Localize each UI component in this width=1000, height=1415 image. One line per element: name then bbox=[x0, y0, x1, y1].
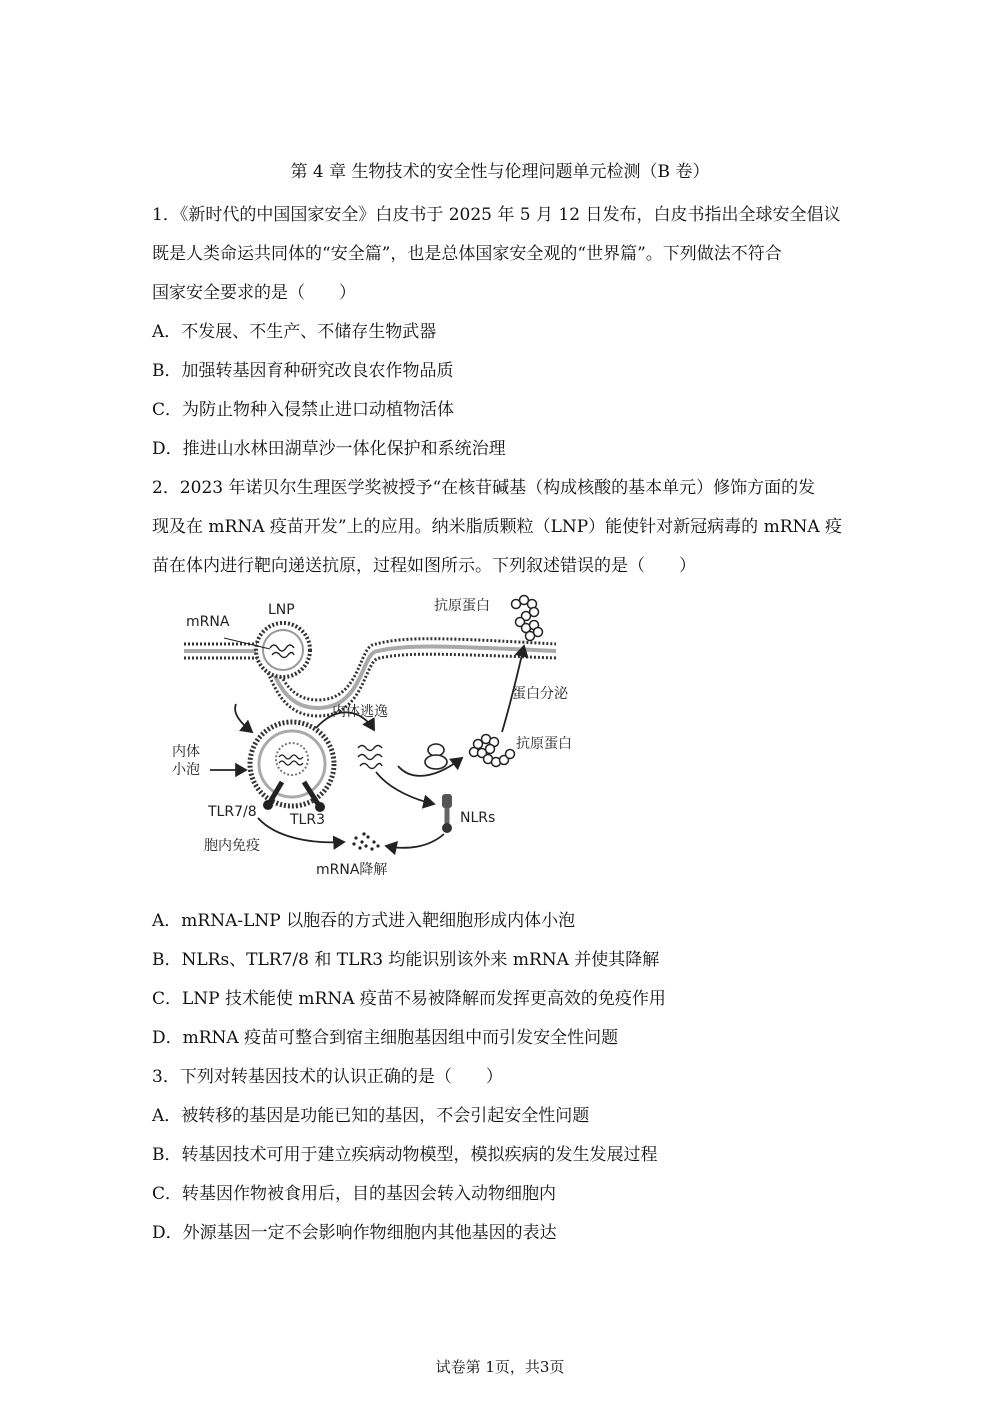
antigen-protein-chain bbox=[470, 735, 515, 767]
endosome-vesicle-label-line1: 内体 bbox=[172, 744, 200, 760]
question-3-stem-line: 3．下列对转基因技术的认识正确的是（ ） bbox=[152, 1067, 503, 1087]
question-1-option-b: B．加强转基因育种研究改良农作物品质 bbox=[152, 361, 454, 381]
endosome-escape-label: 内体逃逸 bbox=[332, 704, 388, 720]
question-1-option-a: A．不发展、不生产、不储存生物武器 bbox=[152, 322, 437, 342]
tlr78-label: TLR7/8 bbox=[208, 804, 257, 820]
question-1-option-c: C．为防止物种入侵禁止进口动植物活体 bbox=[152, 400, 455, 420]
page-footer: 试卷第 1页，共3页 bbox=[435, 1358, 565, 1376]
secreted-antigen-protein bbox=[512, 596, 543, 641]
question-3-option-c: C．转基因作物被食用后，目的基因会转入动物细胞内 bbox=[152, 1184, 557, 1204]
antigen-protein-mid-label: 抗原蛋白 bbox=[516, 736, 572, 752]
question-3 bbox=[152, 1058, 852, 1253]
question-2-stem-line: 现及在 mRNA 疫苗开发”上的应用。纳米脂质颗粒（LNP）能使针对新冠病毒的 mRNA 疫 bbox=[152, 517, 843, 537]
ribosome bbox=[425, 744, 447, 769]
page-title: 第 4 章 生物技术的安全性与伦理问题单元检测（B 卷） bbox=[290, 162, 710, 182]
question-2-option-a: A．mRNA-LNP 以胞吞的方式进入靶细胞形成内体小泡 bbox=[152, 911, 576, 931]
endosome-vesicle-label-line2: 小泡 bbox=[172, 762, 200, 778]
question-2-option-c: C．LNP 技术能使 mRNA 疫苗不易被降解而发挥更高效的免疫作用 bbox=[152, 989, 666, 1009]
question-3-option-d: D．外源基因一定不会影响作物细胞内其他基因的表达 bbox=[152, 1223, 557, 1243]
intracellular-immunity-label: 胞内免疫 bbox=[204, 838, 260, 854]
question-2-stem-line: 2．2023 年诺贝尔生理医学奖被授予“在核苷碱基（构成核酸的基本单元）修饰方面的发 bbox=[152, 478, 816, 498]
question-1-stem-line: 既是人类命运共同体的“安全篇”，也是总体国家安全观的“世界篇”。下列做法不符合 bbox=[152, 244, 782, 264]
question-2-option-b: B．NLRs、TLR7/8 和 TLR3 均能识别该外来 mRNA 并使其降解 bbox=[152, 950, 660, 970]
mrna-degradation-label: mRNA降解 bbox=[316, 862, 388, 878]
protein-secretion-label: 蛋白分泌 bbox=[512, 686, 568, 702]
released-mrna bbox=[358, 746, 382, 769]
question-1-stem-line: 1．《新时代的中国国家安全》白皮书于 2025 年 5 月 12 日发布，白皮书指出全球安全倡议 bbox=[152, 205, 841, 225]
question-1-option-d: D．推进山水林田湖草沙一体化保护和系统治理 bbox=[152, 439, 506, 459]
question-3-option-a: A．被转移的基因是功能已知的基因，不会引起安全性问题 bbox=[152, 1106, 590, 1126]
question-1 bbox=[152, 196, 852, 469]
nlrs-receptor bbox=[442, 794, 452, 833]
degraded-mrna-dots bbox=[352, 832, 379, 850]
question-2 bbox=[152, 469, 852, 1058]
lnp-label: LNP bbox=[268, 602, 295, 618]
question-2-stem-line: 苗在体内进行靶向递送抗原，过程如图所示。下列叙述错误的是（ ） bbox=[152, 556, 696, 576]
mrna-label: mRNA bbox=[186, 614, 230, 630]
lnp-particle bbox=[256, 623, 310, 677]
question-list bbox=[152, 196, 852, 1253]
antigen-protein-top-label: 抗原蛋白 bbox=[434, 598, 490, 614]
question-3-option-b: B．转基因技术可用于建立疾病动物模型，模拟疾病的发生发展过程 bbox=[152, 1145, 658, 1165]
mrna-lnp-delivery-figure bbox=[166, 592, 572, 892]
question-1-stem-line: 国家安全要求的是（ ） bbox=[152, 283, 356, 303]
endosome-vesicle bbox=[250, 722, 334, 806]
nlrs-label: NLRs bbox=[460, 810, 496, 826]
question-2-option-d: D．mRNA 疫苗可整合到宿主细胞基因组中而引发安全性问题 bbox=[152, 1028, 619, 1048]
tlr3-label: TLR3 bbox=[290, 812, 325, 828]
